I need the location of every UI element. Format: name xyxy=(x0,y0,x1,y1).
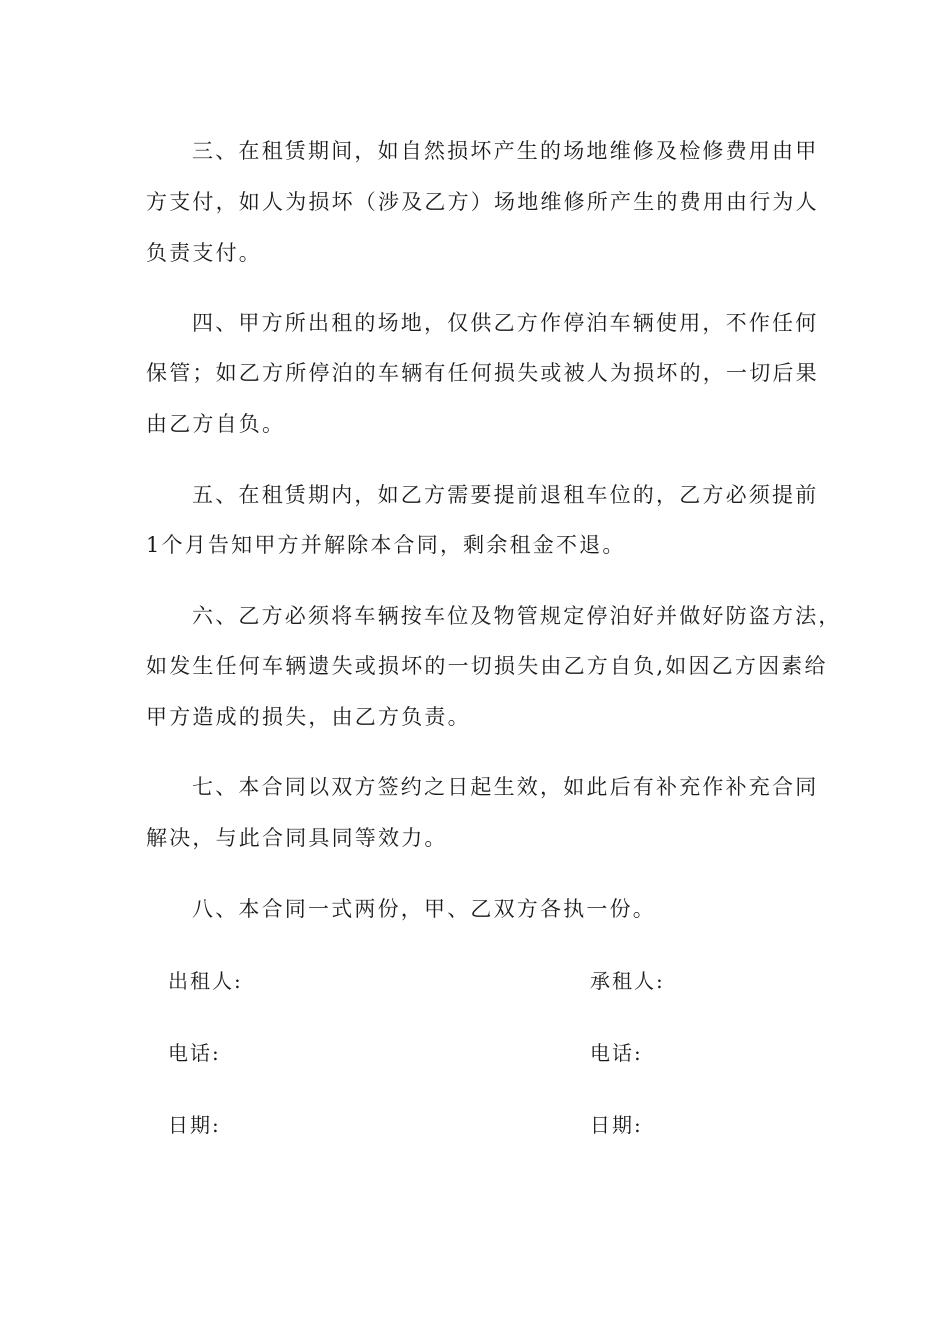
lessor-label: 出租人: xyxy=(168,969,243,993)
clause-3-line-1: 三、在租赁期间，如自然损坏产生的场地维修及检修费用由甲 xyxy=(192,139,819,163)
clause-5-line-1: 五、在租赁期内，如乙方需要提前退租车位的，乙方必须提前 xyxy=(192,483,819,507)
clause-6-line-3: 甲方造成的损失，由乙方负责。 xyxy=(146,705,471,729)
lessee-date-label: 日期: xyxy=(590,1113,643,1137)
clause-7-line-1: 七、本合同以双方签约之日起生效，如此后有补充作补充合同 xyxy=(192,775,819,799)
lessor-date-label: 日期: xyxy=(168,1113,221,1137)
lessor-phone-label: 电话: xyxy=(168,1041,221,1065)
clause-4-line-1: 四、甲方所出租的场地，仅供乙方作停泊车辆使用，不作任何 xyxy=(192,311,819,335)
lessee-phone-label: 电话: xyxy=(590,1041,643,1065)
clause-3-line-2: 方支付，如人为损坏（涉及乙方）场地维修所产生的费用由行为人 xyxy=(146,190,819,214)
clause-5-line-2: 1个月告知甲方并解除本合同，剩余租金不退。 xyxy=(146,533,626,557)
lessee-label: 承租人: xyxy=(590,969,665,993)
clause-7-line-2: 解决，与此合同具同等效力。 xyxy=(146,826,448,850)
clause-6-line-1: 六、乙方必须将车辆按车位及物管规定停泊好并做好防盗方法， xyxy=(192,604,842,628)
clause-8-line-1: 八、本合同一式两份，甲、乙双方各执一份。 xyxy=(192,897,656,921)
clause-3-line-3: 负责支付。 xyxy=(146,241,262,265)
clause-4-line-2: 保管；如乙方所停泊的车辆有任何损失或被人为损坏的，一切后果 xyxy=(146,361,819,385)
clause-4-line-3: 由乙方自负。 xyxy=(146,412,286,436)
clause-6-line-2: 如发生任何车辆遗失或损坏的一切损失由乙方自负,如因乙方因素给 xyxy=(146,654,828,678)
